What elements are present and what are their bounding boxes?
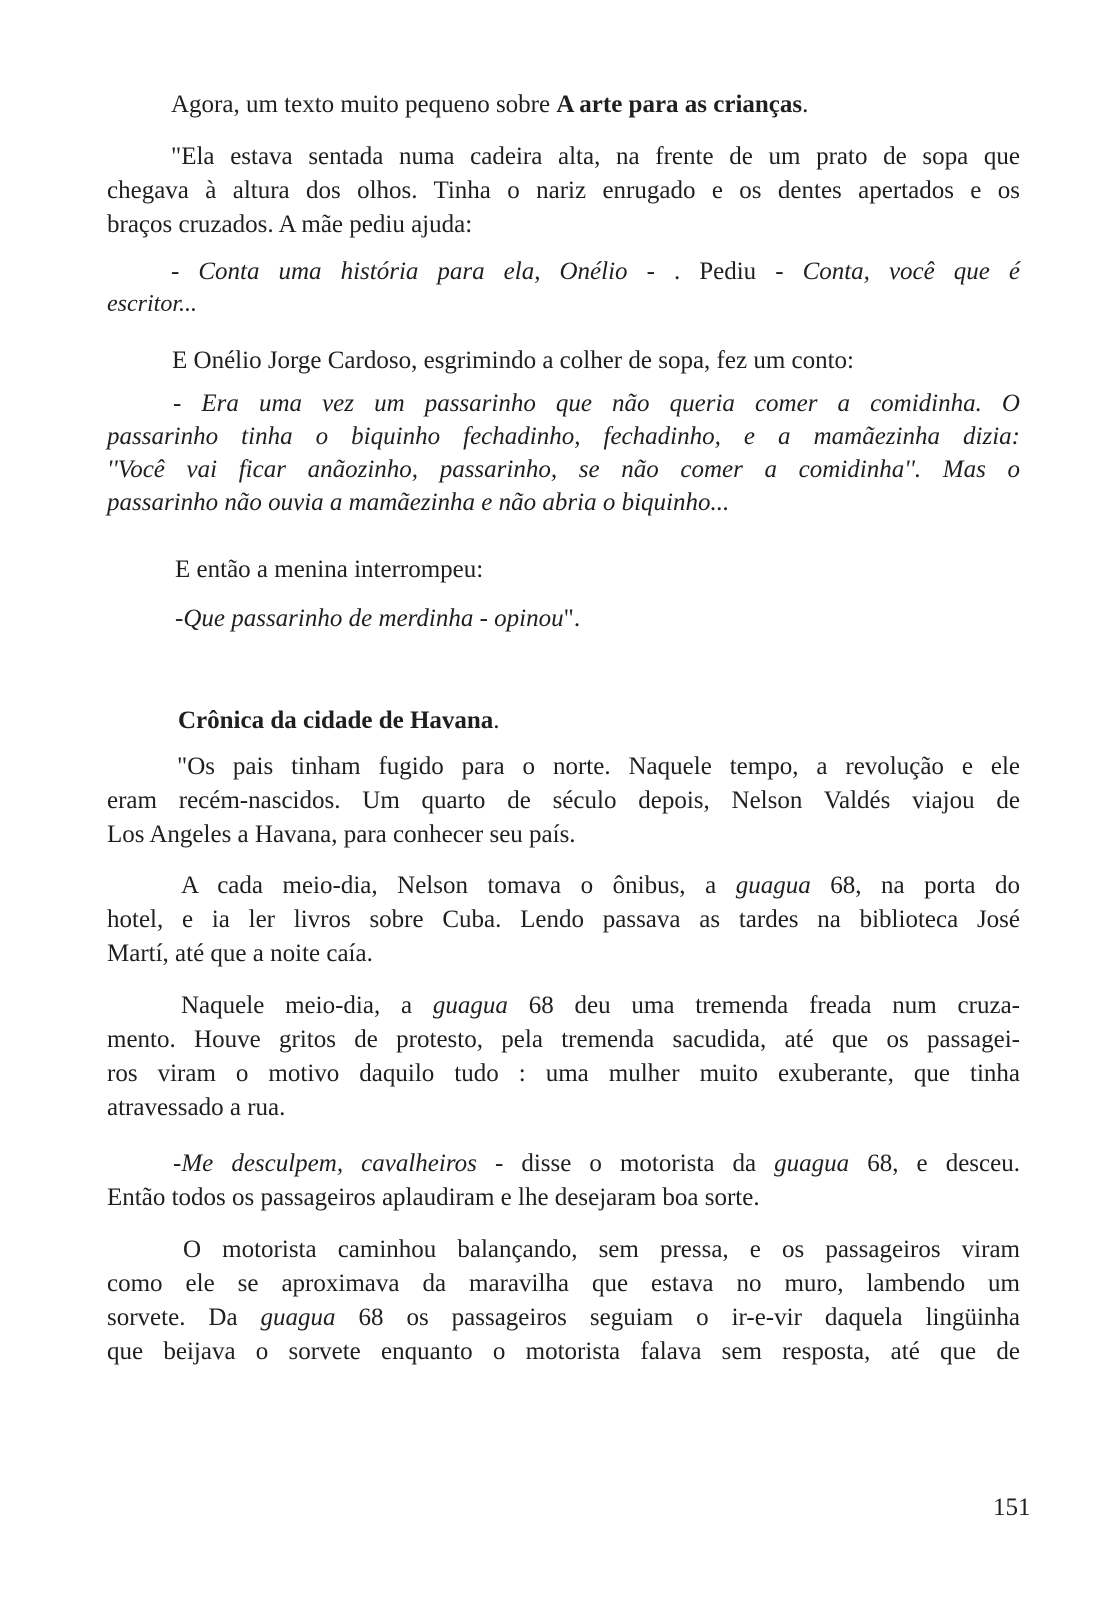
text-line: - Era uma vez um passarinho que não queria comer a comidinha. O [173, 390, 1020, 417]
text-line: hotel, e ia ler livros sobre Cuba. Lendo passava as tardes na biblioteca José [107, 906, 1020, 933]
text-line: mento. Houve gritos de protesto, pela tremenda sacudida, até que os passagei- [107, 1026, 1020, 1053]
intro-line [171, 90, 808, 120]
normal-span: 68 os passageiros seguiam o ir-e-vir daquela lingüinha [335, 1304, 1021, 1331]
text-line: "Os pais tinham fugido para o norte. Naquele tempo, a revolução e ele [177, 753, 1020, 780]
italic-span: guagua [432, 992, 508, 1019]
section-title-text: Crônica da cidade de Havana [178, 707, 494, 734]
paragraph-girl-opinion [175, 604, 580, 634]
italic-span: -Me desculpem, cavalheiros [173, 1150, 477, 1177]
normal-span: A cada meio-dia, Nelson tomava o ônibus, a [181, 872, 736, 899]
text-line: eram recém-nascidos. Um quarto de século depois, Nelson Valdés viajou de [107, 787, 1020, 814]
italic-span: Conta, você que é [802, 258, 1021, 285]
text-line [107, 991, 1020, 1021]
text-line: braços cruzados. A mãe pediu ajuda: [107, 211, 473, 238]
text-line: ''Você vai ficar anãozinho, passarinho, se não comer a comidinha''. Mas o [107, 456, 1020, 483]
text-line [107, 257, 1020, 287]
text-line: ros viram o motivo daquilo tudo : uma mulher muito exuberante, que tinha [107, 1060, 1020, 1087]
italic-span: - Conta uma história para ela, Onélio - [171, 258, 674, 285]
text-line: escritor... [107, 291, 197, 317]
text-line: atravessado a rua. [107, 1094, 286, 1121]
text-line: Martí, até que a noite caía. [107, 940, 373, 967]
paragraph-girl-interrupts: E então a menina interrompeu: [175, 556, 484, 583]
intro-title: A arte para as crianças [556, 91, 803, 118]
text-line: "Ela estava sentada numa cadeira alta, na frente de um prato de sopa que [171, 143, 1020, 170]
text-line: passarinho tinha o biquinho fechadinho, fechadinho, e a mamãezinha dizia: [107, 423, 1020, 450]
text-line: Então todos os passageiros aplaudiram e lhe desejaram boa sorte. [107, 1184, 760, 1211]
paragraph-tale [107, 389, 1020, 518]
normal-span: 68, na porta do [810, 872, 1020, 899]
italic-span: guagua [260, 1304, 336, 1331]
section-title [178, 706, 500, 736]
text-line [107, 1303, 1020, 1333]
normal-span: sorvete. Da [107, 1304, 261, 1331]
paragraph-conto-intro: E Onélio Jorge Cardoso, esgrimindo a colher de sopa, fez um conto: [172, 347, 855, 374]
normal-span: 68 deu uma tremenda freada num cruza- [507, 992, 1020, 1019]
text-line [107, 1149, 1020, 1179]
normal-span: 68, e desceu. [849, 1150, 1020, 1177]
normal-span: ". [563, 605, 581, 632]
italic-span: -Que passarinho de merdinha - opinou [175, 605, 564, 632]
normal-span: - disse o motorista da [476, 1150, 775, 1177]
italic-span: guagua [735, 872, 811, 899]
paragraph-nelson-bus [107, 871, 1020, 969]
text-line [107, 871, 1020, 901]
intro-suffix: . [802, 91, 809, 118]
text-line: chegava à altura dos olhos. Tinha o nariz enrugado e os dentes apertados e os [107, 177, 1020, 204]
paragraph-mother-request [107, 257, 1020, 319]
text-line: como ele se aproximava da maravilha que estava no muro, lambendo um [107, 1270, 1020, 1297]
section-title-suffix: . [493, 707, 500, 734]
paragraph-driver-walks [107, 1235, 1020, 1367]
italic-span: guagua [774, 1150, 850, 1177]
normal-span: Naquele meio-dia, a [181, 992, 433, 1019]
paragraph-story-opening [107, 142, 1020, 240]
paragraph-driver-excuse [107, 1149, 1020, 1213]
paragraph-bus-brakes [107, 991, 1020, 1123]
text-line: que beijava o sorvete enquanto o motorista falava sem resposta, até que de [107, 1338, 1020, 1365]
page-number: 151 [993, 1494, 1031, 1521]
text-line: Los Angeles a Havana, para conhecer seu país. [107, 821, 576, 848]
normal-span: . Pediu - [673, 258, 803, 285]
intro-text: Agora, um texto muito pequeno sobre [171, 91, 557, 118]
text-line: O motorista caminhou balançando, sem pressa, e os passageiros viram [183, 1236, 1020, 1263]
paragraph-parents-fled [107, 752, 1020, 850]
text-line: passarinho não ouvia a mamãezinha e não abria o biquinho... [107, 489, 730, 516]
